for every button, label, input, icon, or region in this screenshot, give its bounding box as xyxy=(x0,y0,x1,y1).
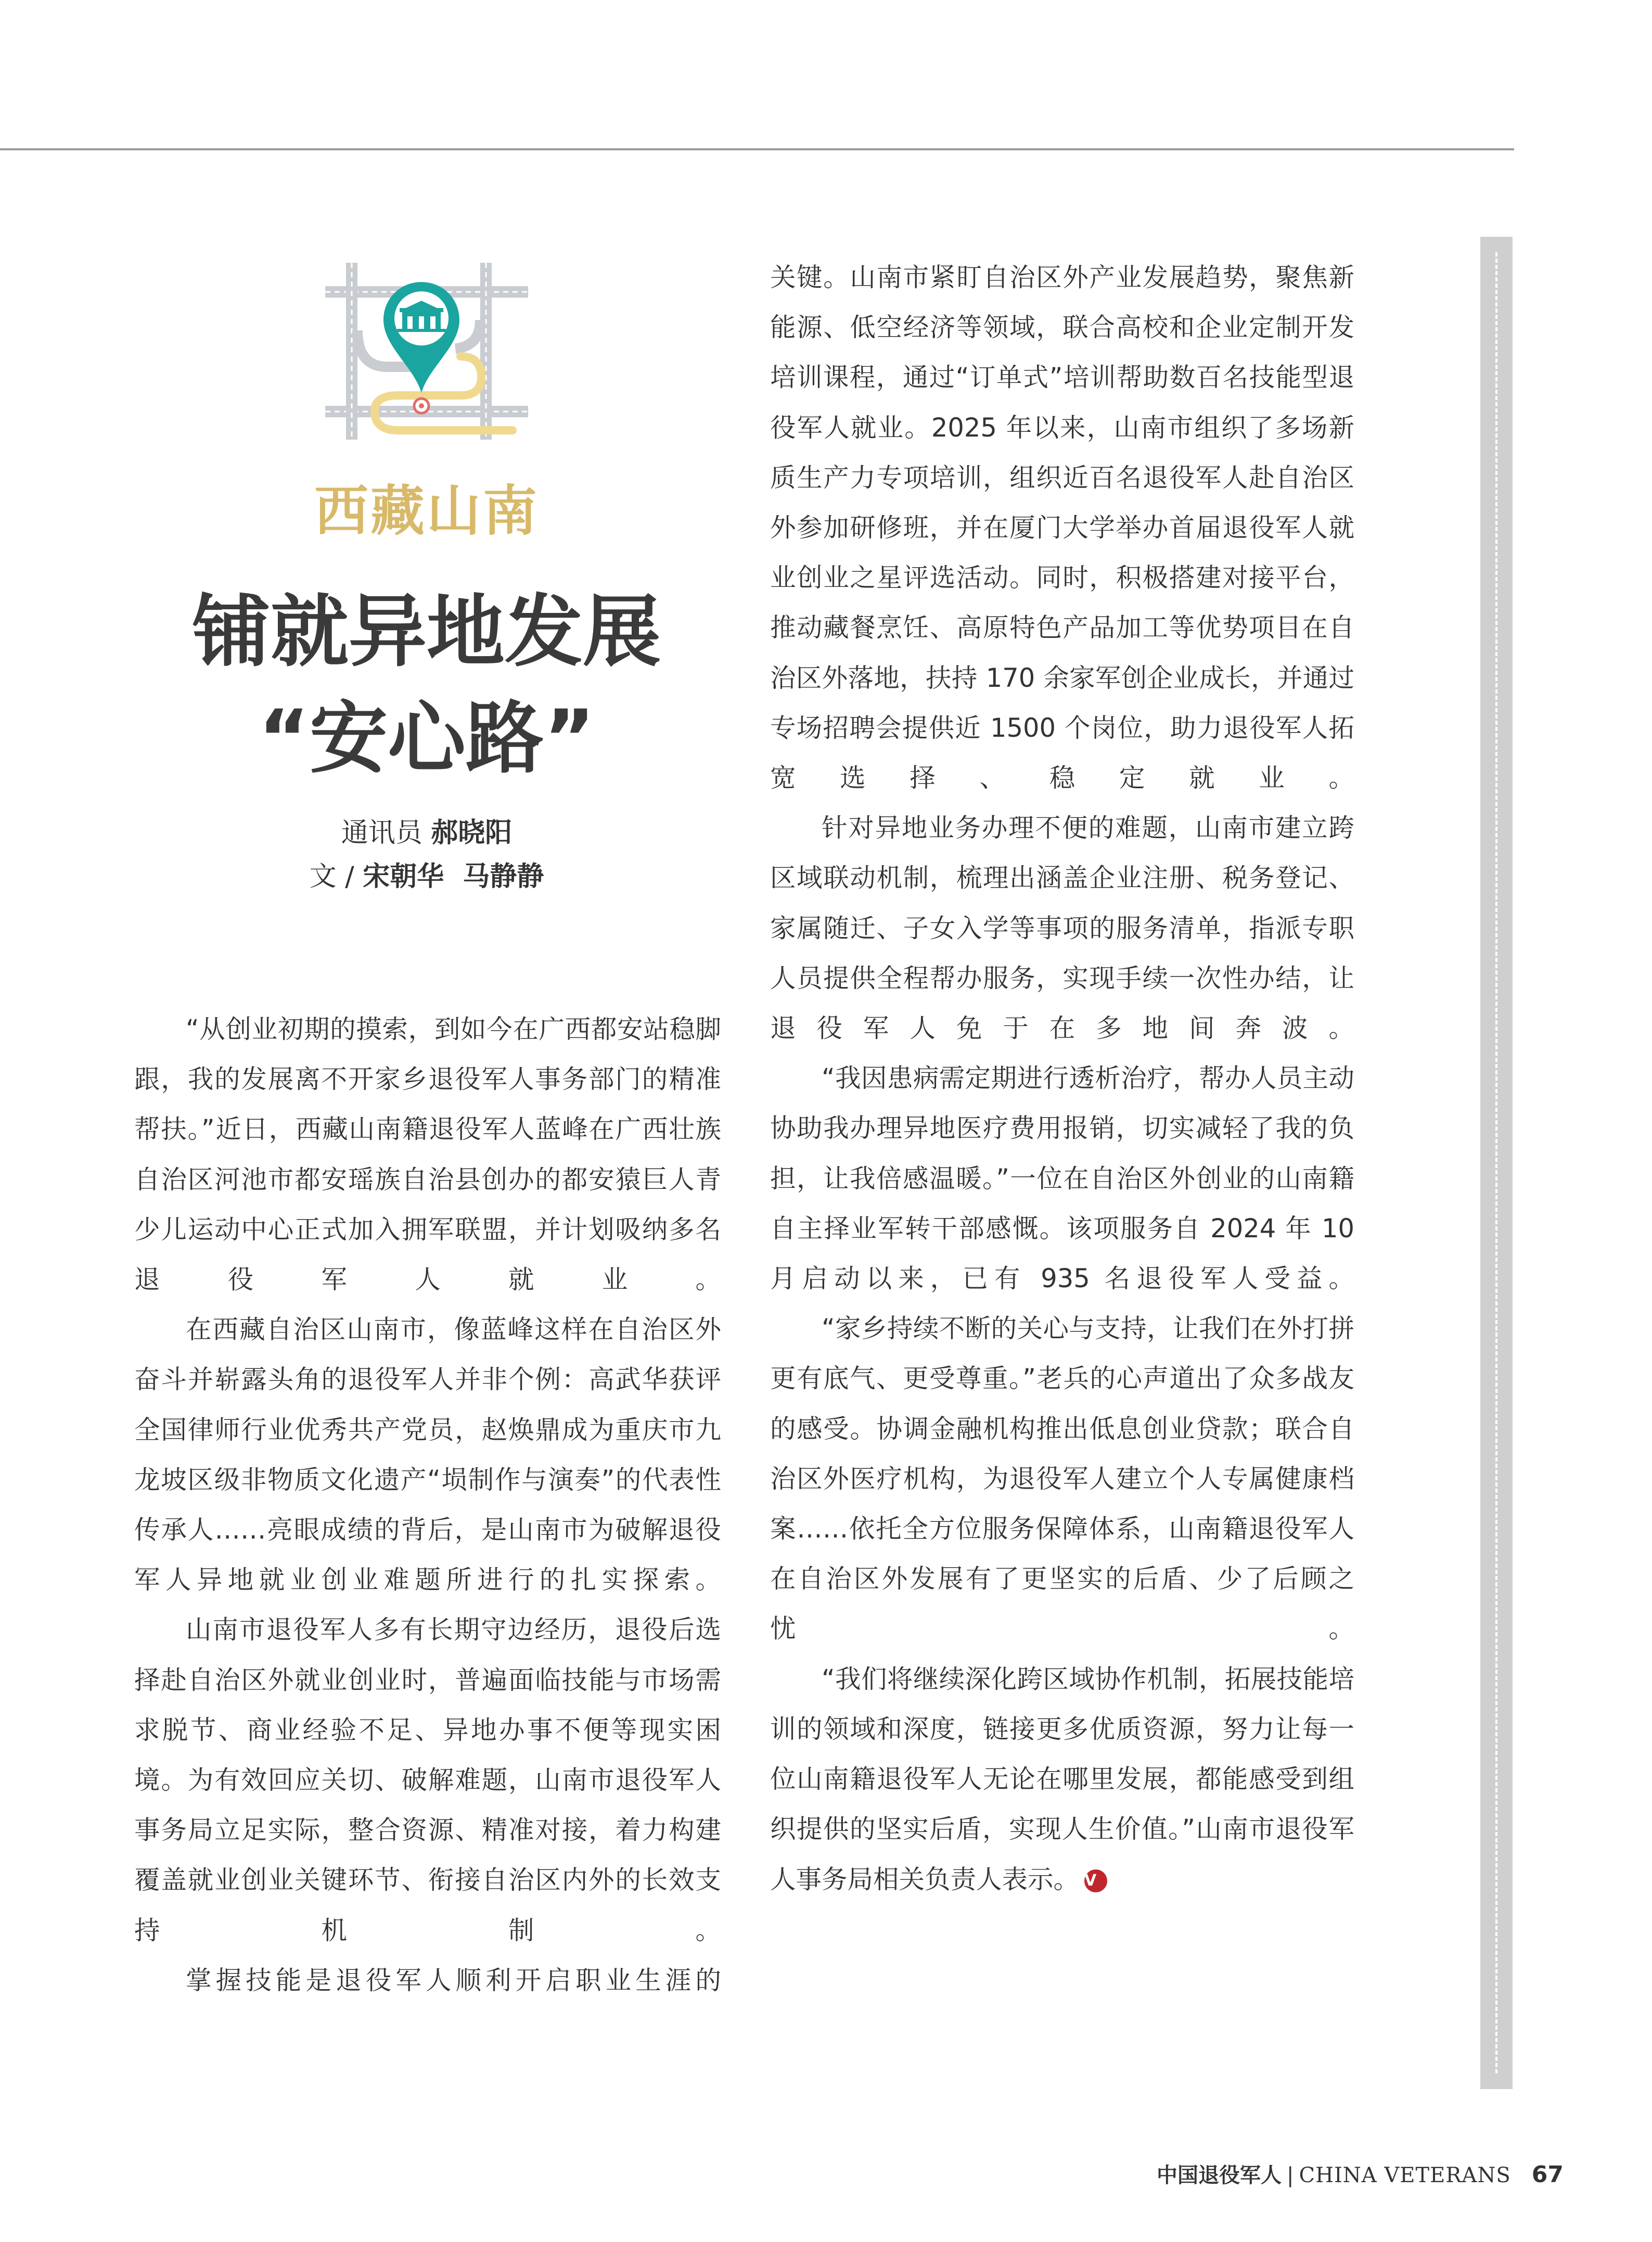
headline-line-1: 铺就异地发展 xyxy=(192,587,661,677)
paragraph-continued: 关键。山南市紧盯自治区外产业发展趋势，聚焦新能源、低空经济等领域，联合高校和企业定制开发培训课程，通过“订单式”培训帮助数百名技能型退役军人就业。2025 年以来，山南市组织了多场新质生产力专项培训，组织近百名退役军人赴自治区外参加研修班，并在厦门大学举办首届退役军人就业创业之星评选活动。同时，积极搭建对接平台，推动藏餐烹饪、高原特色产品加工等优势项目在自治区外落地，扶持 170 余家军创企业成长，并通过专场招聘会提供近 1500 个岗位，助力退役军人拓宽选择、稳定就业。 xyxy=(770,262,1354,793)
top-rule xyxy=(0,148,1514,150)
magazine-name-cn: 中国退役军人 xyxy=(1157,2163,1282,2187)
paragraph: 在西藏自治区山南市，像蓝峰这样在自治区外奋斗并崭露头角的退役军人并非个例：高武华获评全国律师行业优秀共产党员，赵焕鼎成为重庆市九龙坡区级非物质文化遗产“埙制作与演奏”的代表性传承人……亮眼成绩的背后，是山南市为破解退役军人异地就业创业难题所进行的扎实探索。 xyxy=(134,1314,721,1595)
credit-names: 宋朝华 马静静 xyxy=(363,861,544,892)
paragraph: “从创业初期的摸索，到如今在广西都安站稳脚跟，我的发展离不开家乡退役军人事务部门的精准帮扶。”近日，西藏山南籍退役军人蓝峰在广西壮族自治区河池市都安瑶族自治县创办的都安猿巨人青少儿运动中心正式加入拥军联盟，并计划吸纳多名退役军人就业。 xyxy=(134,1014,721,1295)
road-strip-decoration xyxy=(1480,237,1513,2089)
credit-correspondent xyxy=(130,819,723,847)
article-column-left xyxy=(134,1004,721,2005)
credit-authors xyxy=(130,863,723,890)
paragraph: “家乡持续不断的关心与支持，让我们在外打拼更有底气、更受尊重。”老兵的心声道出了众多战友的感受。协调金融机构推出低息创业贷款；联合自治区外医疗机构，为退役军人建立个人专属健康档案……依托全方位服务保障体系，山南籍退役军人在自治区外发展有了更坚实的后盾、少了后顾之忧。 xyxy=(770,1313,1354,1644)
page-footer xyxy=(1157,2163,1564,2186)
credit-names: 郝晓阳 xyxy=(431,817,513,849)
headline-line-2: “安心路” xyxy=(258,694,595,784)
credit-role: 文 / xyxy=(309,861,354,892)
article-column-right xyxy=(770,252,1354,1904)
page-number: 67 xyxy=(1531,2161,1564,2188)
paragraph: 掌握技能是退役军人顺利开启职业生涯的 xyxy=(186,1965,721,1995)
paragraph-final xyxy=(770,1654,1354,1904)
credit-role: 通讯员 xyxy=(341,817,422,849)
footer-separator: | xyxy=(1287,2163,1294,2187)
paragraph: “我因患病需定期进行透析治疗，帮办人员主动协助我办理异地医疗费用报销，切实减轻了我的负担，让我倍感温暖。”一位在自治区外创业的山南籍自主择业军转干部感慨。该项服务自 2024 年 10 月启动以来，已有 935 名退役军人受益。 xyxy=(770,1063,1354,1294)
location-graphic xyxy=(325,263,528,440)
end-mark-icon: V xyxy=(1084,1869,1107,1892)
location-title: 西藏山南 xyxy=(314,479,539,543)
paragraph-final-text: “我们将继续深化跨区域协作机制，拓展技能培训的领域和深度，链接更多优质资源，努力让每一位山南籍退役军人无论在哪里发展，都能感受到组织提供的坚实后盾，实现人生价值。”山南市退役军人事务局相关负责人表示。 xyxy=(770,1663,1354,1894)
paragraph: 针对异地业务办理不便的难题，山南市建立跨区域联动机制，梳理出涵盖企业注册、税务登记、家属随迁、子女入学等事项的服务清单，指派专职人员提供全程帮办服务，实现手续一次性办结，让退役军人免于在多地间奔波。 xyxy=(770,813,1354,1044)
magazine-name-en: CHINA VETERANS xyxy=(1299,2163,1511,2187)
map-pin-icon xyxy=(382,281,460,421)
paragraph: 山南市退役军人多有长期守边经历，退役后选择赴自治区外就业创业时，普遍面临技能与市场需求脱节、商业经验不足、异地办事不便等现实困境。为有效回应关切、破解难题，山南市退役军人事务局立足实际，整合资源、精准对接，着力构建覆盖就业创业关键环节、衔接自治区内外的长效支持机制。 xyxy=(134,1615,721,1945)
